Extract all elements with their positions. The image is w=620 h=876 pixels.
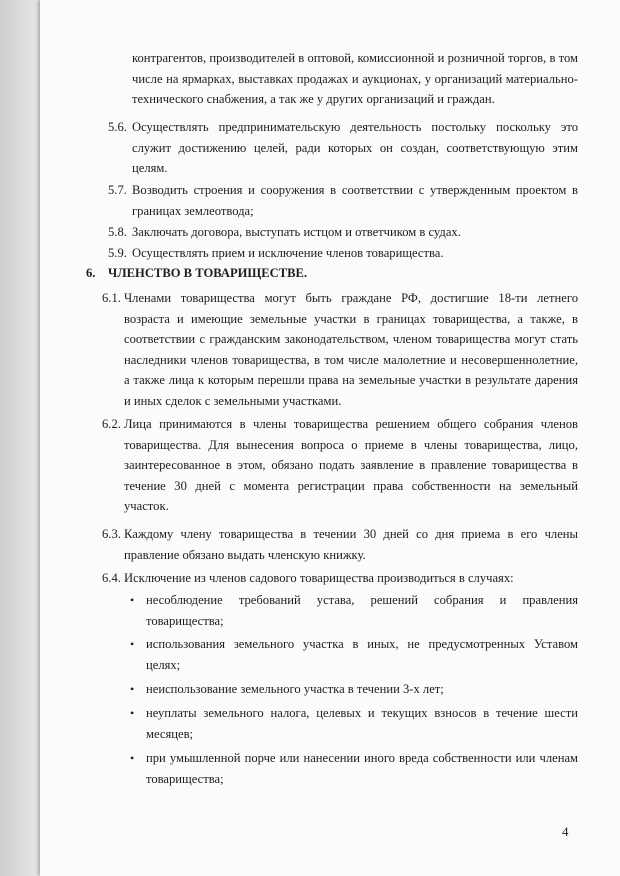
paragraph-5-8 — [132, 222, 578, 243]
bullet-item-4 — [146, 703, 578, 744]
paragraph-6-1 — [124, 288, 578, 411]
item-number: 6.1. — [102, 291, 121, 305]
text-line: числе на ярмарках, выставках продажах и аукционах, у организаций материально- — [132, 71, 578, 86]
text-line: Исключение из членов садового товарищества производиться в случаях: — [124, 571, 514, 585]
text-line: целях; — [146, 657, 181, 672]
bullet-icon: • — [130, 682, 135, 696]
text-line: неуплаты земельного налога, целевых и текущих взносов в течение шести — [146, 706, 578, 720]
page-edge-shadow — [0, 0, 40, 876]
text-line: Осуществлять предпринимательскую деятельность постольку поскольку это — [132, 120, 578, 134]
section-number: 6. — [86, 266, 96, 280]
item-number: 5.6. — [108, 120, 127, 134]
text-line: участок. — [124, 499, 169, 513]
text-line: Осуществлять прием и исключение членов товарищества. — [132, 246, 444, 260]
text-line: и иных сделок с земельными участками. — [124, 393, 342, 408]
text-line: Каждому члену товарищества в течении 30 дней со дня приема в его члены — [124, 527, 578, 541]
section-heading: ЧЛЕНСТВО В ТОВАРИЩЕСТВЕ. — [108, 266, 308, 280]
text-line: товарищества. Для вынесения вопроса о приеме в члены товарищества, лицо, — [124, 437, 578, 452]
text-line: возраста и имеющие земельные участки в границах товарищества, а также, в — [124, 311, 578, 326]
text-line: Лица принимаются в члены товарищества решением общего собрания членов — [124, 417, 578, 431]
bullet-icon: • — [130, 637, 135, 651]
paragraph-5-9 — [132, 243, 578, 264]
bullet-item-3 — [146, 679, 578, 700]
bullet-icon: • — [130, 751, 135, 765]
document-page — [40, 0, 620, 876]
paragraph-5-5-continuation — [132, 48, 578, 110]
text-line: Заключать договора, выступать истцом и ответчиком в судах. — [132, 225, 461, 239]
paragraph-6-3 — [124, 524, 578, 565]
text-line: при умышленной порче или нанесении иного вреда собственности или членам — [146, 751, 578, 765]
bullet-item-2 — [146, 634, 578, 675]
text-line: Возводить строения и сооружения в соответствии с утвержденным проектом в — [132, 183, 578, 197]
text-line: товарищества; — [146, 613, 224, 628]
text-line: границах землеотвода; — [132, 203, 254, 218]
bullet-icon: • — [130, 706, 135, 720]
paragraph-5-6 — [132, 117, 578, 179]
paragraph-6-2 — [124, 414, 578, 517]
item-number: 5.7. — [108, 183, 127, 197]
text-line: Членами товарищества могут быть граждане РФ, достигшие 18-ти летнего — [124, 291, 578, 305]
item-number: 5.8. — [108, 225, 127, 239]
bullet-item-1 — [146, 590, 578, 631]
bullet-icon: • — [130, 593, 135, 607]
text-line: а также лица к которым перешли права на земельные участки в результате дарения — [124, 373, 578, 387]
text-line: товарищества; — [146, 771, 224, 786]
text-line: соответствии с гражданским законодательством, членом товарищества могут стать — [124, 332, 578, 346]
text-line: целям. — [132, 161, 168, 175]
page-number: 4 — [562, 824, 569, 839]
text-line: использования земельного участка в иных, не предусмотренных Уставом — [146, 637, 578, 651]
document-content — [40, 0, 620, 876]
item-number: 6.3. — [102, 527, 121, 541]
item-number: 6.4. — [102, 571, 121, 585]
paragraph-6-4 — [124, 568, 578, 589]
text-line: контрагентов, производителей в оптовой, комиссионной и розничной торгов, в том — [132, 51, 578, 65]
text-line: технического снабжения, а так же у других организаций и граждан. — [132, 92, 495, 106]
text-line: неиспользование земельного участка в течении 3-х лет; — [146, 682, 444, 696]
text-line: несоблюдение требований устава, решений собрания и правления — [146, 593, 578, 607]
text-line: служит достижению целей, ради которых он создан, соответствующую этим — [132, 140, 578, 155]
paragraph-5-7 — [132, 180, 578, 221]
text-line: заинтересованное в этом, обязано подать заявление в правление товарищества в — [124, 458, 578, 472]
text-line: правление обязано выдать членскую книжку. — [124, 547, 366, 562]
text-line: наследники членов товарищества, в том числе малолетние и несовершеннолетние, — [124, 352, 578, 367]
item-number: 5.9. — [108, 246, 127, 260]
item-number: 6.2. — [102, 417, 121, 431]
text-line: месяцев; — [146, 726, 194, 741]
text-line: течение 30 дней с момента регистрации права собственности на земельный — [124, 478, 578, 493]
bullet-item-5 — [146, 748, 578, 789]
